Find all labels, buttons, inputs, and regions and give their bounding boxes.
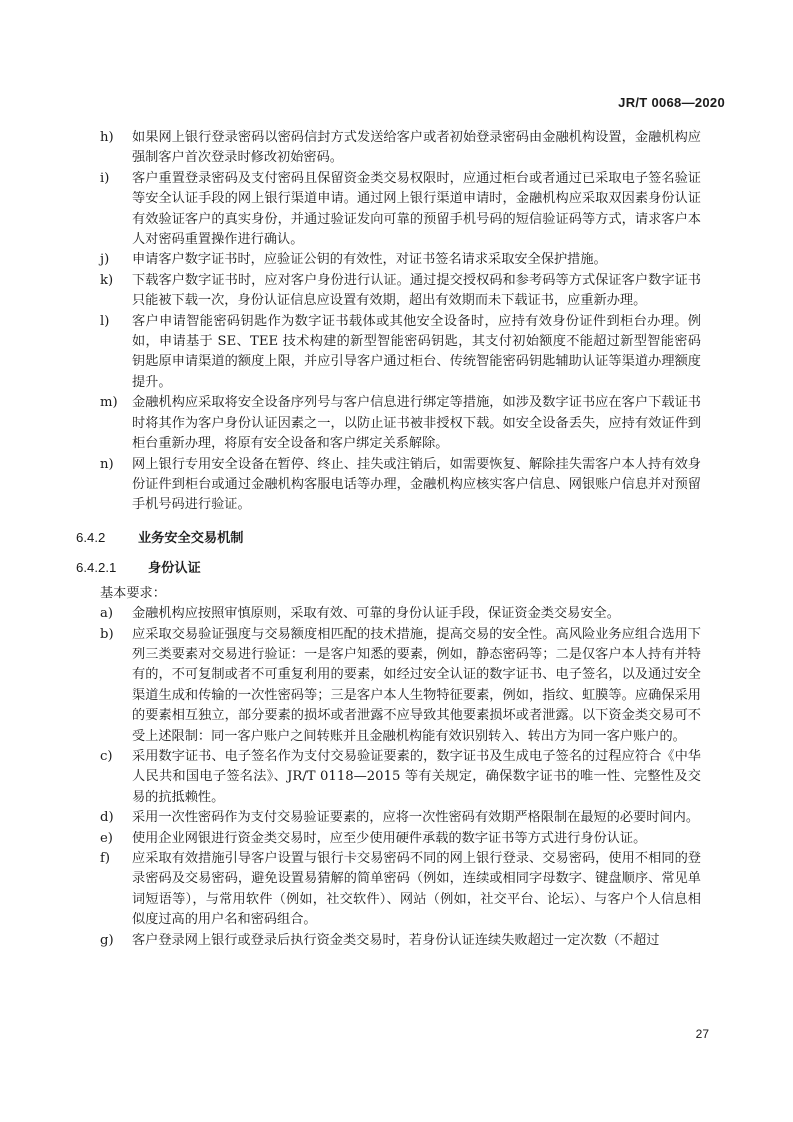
list-item [100,747,701,808]
list-marker: m) [100,395,118,411]
list-marker: d) [100,810,114,826]
subsection-number: 6.4.2.1 [76,559,117,575]
section-number: 6.4.2 [76,529,106,545]
list-item [100,604,701,624]
list-item-text: 如果网上银行登录密码以密码信封方式发送给客户或者初始登录密码由金融机构设置，金融机构应强制客户首次登录时修改初始密码。 [132,130,701,166]
list-marker: f) [100,851,111,866]
list-item [100,808,701,828]
list-item-text: 应采取交易验证强度与交易额度相匹配的技术措施，提高交易的安全性。高风险业务应组合选用下列三类要素对交易进行验证：一是客户知悉的要素，例如，静态密码等；二是仅客户本人持有并特有的，不可复制或者不可重复利用的要素，如经过安全认证的数字证书、电子签名，以及通过安全渠道生成和传输的一次性密码等；三是客户本人生物特征要素，例如，指纹、虹膜等。应确保采用的要素相互独立，部分要素的损坏或者泄露不应导致其他要素损坏或者泄露。以下资金类交易可不受上述限制：同一客户账户之间转账并且金融机构能有效识别转入、转出方为同一客户账户的。 [132,626,701,744]
section-title: 业务安全交易机制 [138,529,244,545]
list-item-text: 应采取有效措施引导客户设置与银行卡交易密码不同的网上银行登录、交易密码，使用不相同的登录密码及交易密码，避免设置易猜解的简单密码（例如，连续或相同字母数字、键盘顺序、常见单词短语等），与常用软件（例如，社交软件）、网站（例如，社交平台、论坛）、与客户个人信息相似度过高的用户名和密码组合。 [132,851,701,928]
list-item [100,250,701,270]
list-item-text: 客户重置登录密码及支付密码且保留资金类交易权限时，应通过柜台或者通过已采取电子签名验证等安全认证手段的网上银行渠道申请。通过网上银行渠道申请时，金融机构应采取双因素身份认证有效验证客户的真实身份，并通过验证发向可靠的预留手机号码的短信验证码等方式，请求客户本人对密码重置操作进行确认。 [132,170,701,248]
list-item-text: 金融机构应按照审慎原则，采取有效、可靠的身份认证手段，保证资金类交易安全。 [132,606,620,622]
list-marker: e) [100,830,113,846]
list-item [100,455,701,516]
page-number: 27 [695,1027,709,1041]
list-item-text: 网上银行专用安全设备在暂停、终止、挂失或注销后，如需要恢复、解除挂失需客户本人持有效身份证件到柜台或通过金融机构客服电话等办理，金融机构应核实客户信息、网银账户信息并对预留手机号码进行验证。 [132,456,701,513]
list-item [100,931,701,951]
requirements-list-continued [100,128,701,516]
list-item-text: 采用数字证书、电子签名作为支付交易验证要素的，数字证书及生成电子签名的过程应符合《中华人民共和国电子签名法》、JR/T 0118—2015 等有关规定，确保数字证书的唯一性、完整性及交易的抗抵赖性。 [132,748,701,805]
list-item [100,829,701,849]
list-item-text: 客户登录网上银行或登录后执行资金类交易时，若身份认证连续失败超过一定次数（不超过 [132,932,660,948]
list-marker: b) [100,626,114,642]
list-item-text: 采用一次性密码作为支付交易验证要素的，应将一次性密码有效期严格限制在最短的必要时间内。 [132,810,700,826]
list-item [100,128,701,169]
list-item [100,312,701,394]
list-marker: n) [100,456,114,472]
subsection-heading [76,558,701,578]
list-item [100,169,701,251]
list-marker: i) [100,170,110,186]
list-item [100,393,701,454]
list-item [100,625,701,747]
identity-auth-requirements-list [100,604,701,951]
list-marker: l) [100,313,110,329]
list-item-text: 下载客户数字证书时，应对客户身份进行认证。通过提交授权码和参考码等方式保证客户数字证书只能被下载一次，身份认证信息应设置有效期，超出有效期而未下载证书，应重新办理。 [132,272,701,309]
page-content [76,128,701,951]
list-marker: h) [100,130,114,145]
list-item-text: 使用企业网银进行资金类交易时，应至少使用硬件承载的数字证书等方式进行身份认证。 [132,830,647,846]
list-marker: k) [100,272,114,288]
list-item-text: 金融机构应采取将安全设备序列号与客户信息进行绑定等措施，如涉及数字证书应在客户下载证书时将其作为客户身份认证因素之一，以防止证书被非授权下载。如安全设备丢失，应持有效证件到柜台重新办理，将原有安全设备和客户绑定关系解除。 [132,395,701,452]
list-marker: a) [100,606,114,622]
standard-code-header: JR/T 0068—2020 [618,95,725,110]
list-item-text: 申请客户数字证书时，应验证公钥的有效性，对证书签名请求采取安全保护措施。 [132,252,607,268]
subsection-title: 身份认证 [148,559,201,575]
list-item-text: 客户申请智能密码钥匙作为数字证书载体或其他安全设备时，应持有效身份证件到柜台办理。例如，申请基于 SE、TEE 技术构建的新型智能密码钥匙，其支付初始额度不能超过新型智能密码钥匙原申请渠道的额度上限，并应引导客户通过柜台、传统智能密码钥匙辅助认证等渠道办理额度提升。 [132,313,701,390]
list-marker: c) [100,748,113,764]
intro-text: 基本要求： [100,585,166,601]
section-heading [76,528,701,548]
list-marker: g) [100,932,114,948]
list-item [100,271,701,312]
list-item [100,849,701,931]
list-marker: j) [100,252,110,268]
